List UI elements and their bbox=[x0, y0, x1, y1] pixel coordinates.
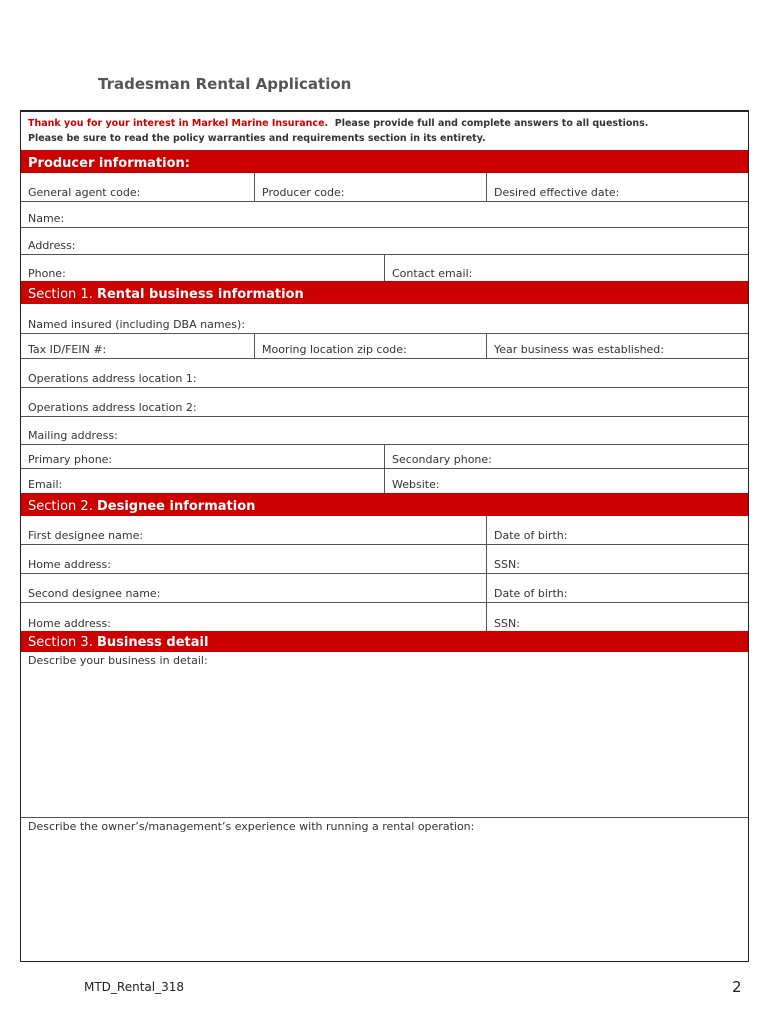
ops-address-2-label: Operations address location 2: bbox=[28, 401, 197, 414]
producer-name-field[interactable] bbox=[21, 202, 748, 228]
describe-business-field[interactable] bbox=[21, 652, 748, 818]
email-label: Email: bbox=[28, 478, 63, 491]
describe-experience-label: Describe the owner’s/management’s experience with running a rental operation: bbox=[28, 820, 475, 833]
phone-row bbox=[21, 445, 748, 469]
second-designee-ssn-label: SSN: bbox=[494, 617, 520, 630]
producer-address-field[interactable] bbox=[21, 228, 748, 255]
desired-effective-date-label: Desired effective date: bbox=[494, 186, 620, 199]
producer-code-label: Producer code: bbox=[262, 186, 345, 199]
tax-id-field[interactable] bbox=[21, 334, 254, 358]
section1-heading: Section 1. Rental business information bbox=[28, 287, 304, 302]
intro-text bbox=[28, 116, 648, 146]
tax-id-label: Tax ID/FEIN #: bbox=[28, 343, 107, 356]
producer-codes-row bbox=[21, 173, 748, 202]
ops-address-1-field[interactable] bbox=[21, 359, 748, 388]
first-designee-name-field[interactable] bbox=[21, 516, 486, 544]
producer-contact-email-field[interactable] bbox=[384, 255, 748, 282]
email-website-row bbox=[21, 469, 748, 493]
form-code: MTD_Rental_318 bbox=[84, 980, 185, 994]
secondary-phone-field[interactable] bbox=[384, 445, 748, 468]
second-designee-address-row bbox=[21, 603, 748, 632]
producer-contact-email-label: Contact email: bbox=[392, 267, 473, 280]
mooring-zip-field[interactable] bbox=[254, 334, 486, 358]
intro-line1-rest: Please provide full and complete answers to all questions. bbox=[334, 118, 649, 129]
producer-section-header bbox=[21, 150, 748, 173]
intro-line2: Please be sure to read the policy warranties and requirements section in its entirety. bbox=[28, 133, 486, 144]
mooring-zip-label: Mooring location zip code: bbox=[262, 343, 407, 356]
second-designee-home-address-label: Home address: bbox=[28, 617, 111, 630]
intro-line1-red: Thank you for your interest in Markel Marine Insurance. bbox=[28, 118, 329, 129]
mailing-address-label: Mailing address: bbox=[28, 429, 118, 442]
producer-heading: Producer information: bbox=[28, 156, 190, 171]
second-designee-ssn-field[interactable] bbox=[486, 603, 748, 632]
producer-address-label: Address: bbox=[28, 239, 76, 252]
first-designee-ssn-label: SSN: bbox=[494, 558, 520, 571]
describe-experience-field[interactable] bbox=[21, 818, 748, 962]
section3-heading: Section 3. Business detail bbox=[28, 635, 209, 650]
first-designee-row bbox=[21, 516, 748, 545]
first-designee-ssn-field[interactable] bbox=[486, 545, 748, 573]
page-title: Tradesman Rental Application bbox=[98, 75, 352, 93]
second-designee-dob-label: Date of birth: bbox=[494, 587, 568, 600]
general-agent-code-label: General agent code: bbox=[28, 186, 141, 199]
named-insured-label: Named insured (including DBA names): bbox=[28, 318, 246, 331]
website-label: Website: bbox=[392, 478, 440, 491]
section3-header bbox=[21, 631, 748, 652]
producer-contact-row bbox=[21, 255, 748, 282]
second-designee-dob-field[interactable] bbox=[486, 574, 748, 602]
page-number: 2 bbox=[732, 978, 742, 996]
describe-business-label: Describe your business in detail: bbox=[28, 654, 208, 667]
section2-heading: Section 2. Designee information bbox=[28, 499, 256, 514]
website-field[interactable] bbox=[384, 469, 748, 493]
intro-block bbox=[21, 112, 748, 150]
primary-phone-field[interactable] bbox=[21, 445, 384, 468]
primary-phone-label: Primary phone: bbox=[28, 453, 113, 466]
second-designee-row bbox=[21, 574, 748, 603]
application-form bbox=[20, 110, 749, 962]
email-field[interactable] bbox=[21, 469, 384, 493]
named-insured-field[interactable] bbox=[21, 304, 748, 334]
tax-mooring-year-row bbox=[21, 334, 748, 359]
first-designee-dob-field[interactable] bbox=[486, 516, 748, 544]
section2-header bbox=[21, 493, 748, 516]
producer-phone-label: Phone: bbox=[28, 267, 66, 280]
first-designee-home-address-label: Home address: bbox=[28, 558, 111, 571]
producer-phone-field[interactable] bbox=[21, 255, 384, 282]
second-designee-name-field[interactable] bbox=[21, 574, 486, 602]
desired-effective-date-field[interactable] bbox=[486, 173, 748, 201]
first-designee-address-row bbox=[21, 545, 748, 574]
ops-address-1-label: Operations address location 1: bbox=[28, 372, 197, 385]
producer-code-field[interactable] bbox=[254, 173, 486, 201]
first-designee-name-label: First designee name: bbox=[28, 529, 144, 542]
section1-header bbox=[21, 281, 748, 304]
second-designee-name-label: Second designee name: bbox=[28, 587, 161, 600]
second-designee-home-address-field[interactable] bbox=[21, 603, 486, 632]
first-designee-home-address-field[interactable] bbox=[21, 545, 486, 573]
general-agent-code-field[interactable] bbox=[21, 173, 254, 201]
first-designee-dob-label: Date of birth: bbox=[494, 529, 568, 542]
secondary-phone-label: Secondary phone: bbox=[392, 453, 492, 466]
ops-address-2-field[interactable] bbox=[21, 388, 748, 417]
producer-name-label: Name: bbox=[28, 212, 65, 225]
year-established-field[interactable] bbox=[486, 334, 748, 358]
mailing-address-field[interactable] bbox=[21, 417, 748, 445]
year-established-label: Year business was established: bbox=[494, 343, 664, 356]
